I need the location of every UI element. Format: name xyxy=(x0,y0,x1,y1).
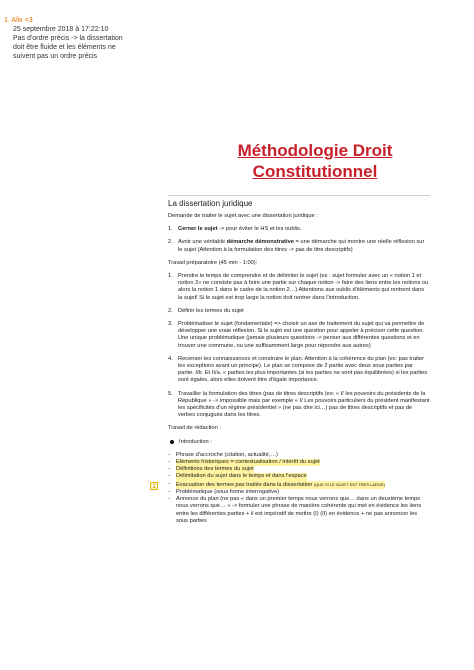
prep-item-text: Problématiser le sujet (fondamentale) => choisir un axe de traitement du sujet qui va permettre de développer une vraie réflexion. Si le sujet est une question pour appeler à préciser cette question. Une unique problématique (jamais plusieurs questions -> penser aux différentes questions et en trouver une commune, ou une suffisamment large pour répondre aux autres) xyxy=(178,321,425,349)
demand-item xyxy=(168,226,430,233)
prep-item xyxy=(168,321,430,350)
list-item xyxy=(168,481,430,489)
comment-text: Pas d'ordre précis -> la dissertation doit être fluide et les éléments ne suivent pas un ordre précis xyxy=(13,35,123,60)
dash-icon: - xyxy=(168,459,170,466)
comment-author: Alix <3 xyxy=(11,17,33,24)
list-item xyxy=(168,466,430,473)
prep-label: Travail préparatoire (45 min - 1:00): xyxy=(168,259,258,266)
highlighted-text: Eléments historiques = contextualisation / intérêt du sujet xyxy=(176,459,320,466)
prep-item xyxy=(168,391,430,420)
comment-number: 1. xyxy=(4,17,10,24)
list-item-text: Phrase d'accroche (citation, actualité,…) xyxy=(176,451,278,458)
redaction-label: Travail de rédaction : xyxy=(168,425,221,432)
highlighted-text: Délimitation du sujet dans le temps et dans l'espace xyxy=(176,473,307,480)
title-line-1: Méthodologie Droit xyxy=(237,141,393,160)
comment-date: 25 septembre 2018 à 17:22:10 xyxy=(13,26,109,33)
introduction-label: Introduction : xyxy=(179,438,212,445)
section-heading: La dissertation juridique xyxy=(168,195,430,208)
demand-item-bold: démarche démonstrative xyxy=(226,239,294,246)
document-body xyxy=(168,213,430,525)
prep-item xyxy=(168,273,430,302)
list-item-text: Problématique (sous forme interrogative) xyxy=(176,488,280,495)
prep-item-text: Travailler la formulation des titres (pas de titres descriptifs (ex: « I/ les pouvoirs du présidents de la République » -> impossible mais par exemple « I/ Les pouvoirs particuliers du président manifestant les spécificités d'un régime présidentiel » (ne pas dire ici…) pas de titres descriptifs et pas de verbes conjugués dans les titres. xyxy=(178,390,430,419)
introduction-bullet xyxy=(170,439,430,446)
title-line-2: Constitutionnel xyxy=(252,162,378,181)
demand-item-number: 1. xyxy=(168,226,173,233)
prep-item xyxy=(168,356,430,385)
demand-item-bold: Cerner le sujet xyxy=(178,226,218,233)
dash-icon: - xyxy=(168,480,170,487)
prep-item-number: 1. xyxy=(168,273,173,280)
demand-item-rest: -> pour éviter le HS et les oublis. xyxy=(217,226,302,233)
demand-item-pre: Avoir une véritable xyxy=(178,239,227,246)
prep-item-text: Recenser les connaissances et construire le plan. Attention à la cohérence du plan (ex: pas traiter les exceptions avant un principe). Le plan se compose de 2 partie avec deux sous parties par partie. I/b. Et II/a. « parties les plus importantes (si les parties ne sont pas équilibrées) si les parties sont égales, alors elles doivent être d'égale importance. xyxy=(178,355,428,384)
demand-item xyxy=(168,239,430,253)
prep-item-number: 2. xyxy=(168,307,173,314)
bullet-icon xyxy=(170,440,174,444)
list-item-text: Evacuation des termes pas traités dans la dissertation xyxy=(176,481,313,488)
demand-item-rest: = une démarche qui montre une réelle réflexion sur le sujet (Attention à la formulation des titres -> pas de titre descriptifs) xyxy=(178,239,425,253)
list-item xyxy=(168,459,430,466)
dash-icon: - xyxy=(168,488,170,495)
highlighted-text: Définitions des termes du sujet xyxy=(176,466,254,473)
prep-item-number: 3. xyxy=(168,321,173,328)
list-item xyxy=(168,473,430,480)
list-item xyxy=(168,489,430,496)
comment-marker-icon[interactable]: 1 xyxy=(150,482,158,490)
comment-header xyxy=(4,16,134,25)
prep-item-text: Prendre le temps de comprendre et de délimiter le sujet (ex : sujet formuler avec un « notion 1 et notion 2» ne consiste pas à faire une partie sur chaque notion -> faire des liens entre les notions ou alors la notion 1 dans le cadre de la notion 2…) Attentions aux oublis d'éléments qui rentrent dans la sujet! Si le sujet est trop large la notion doit rentrer dans l'introduction. xyxy=(178,273,429,301)
dash-icon: - xyxy=(168,496,170,503)
introduction-list xyxy=(168,452,430,525)
highlighted-text xyxy=(176,481,385,489)
page-title xyxy=(200,140,430,182)
intro-demand: Demande de traiter le sujet avec une dissertation juridique : xyxy=(168,213,318,219)
dash-icon: - xyxy=(168,473,170,480)
annotation-comment[interactable] xyxy=(4,16,134,61)
prep-item xyxy=(168,308,430,315)
list-item xyxy=(168,496,430,525)
list-item-text: Annonce du plan (ne pas « dans un premier temps nous verrons que… dans un deuxième temps nous verrons que… » -> formuler une phrase de manière cohérente qui met en évidence les liens entre les différentes parties + il est impératif de mettre (I) (II) en évidence + ne pas annoncer les sous parties xyxy=(176,496,422,524)
prep-item-number: 5. xyxy=(168,390,173,397)
list-item-note: (QUE SI LE SUJET EST TRES LARGE) xyxy=(313,481,385,487)
dash-icon: - xyxy=(168,451,170,458)
dash-icon: - xyxy=(168,466,170,473)
demand-item-text xyxy=(178,239,430,253)
demand-item-text xyxy=(178,226,430,233)
prep-item-number: 4. xyxy=(168,355,173,362)
prep-item-text: Définir les termes du sujet xyxy=(178,307,244,314)
list-item xyxy=(168,452,430,459)
demand-item-number: 2. xyxy=(168,239,173,246)
